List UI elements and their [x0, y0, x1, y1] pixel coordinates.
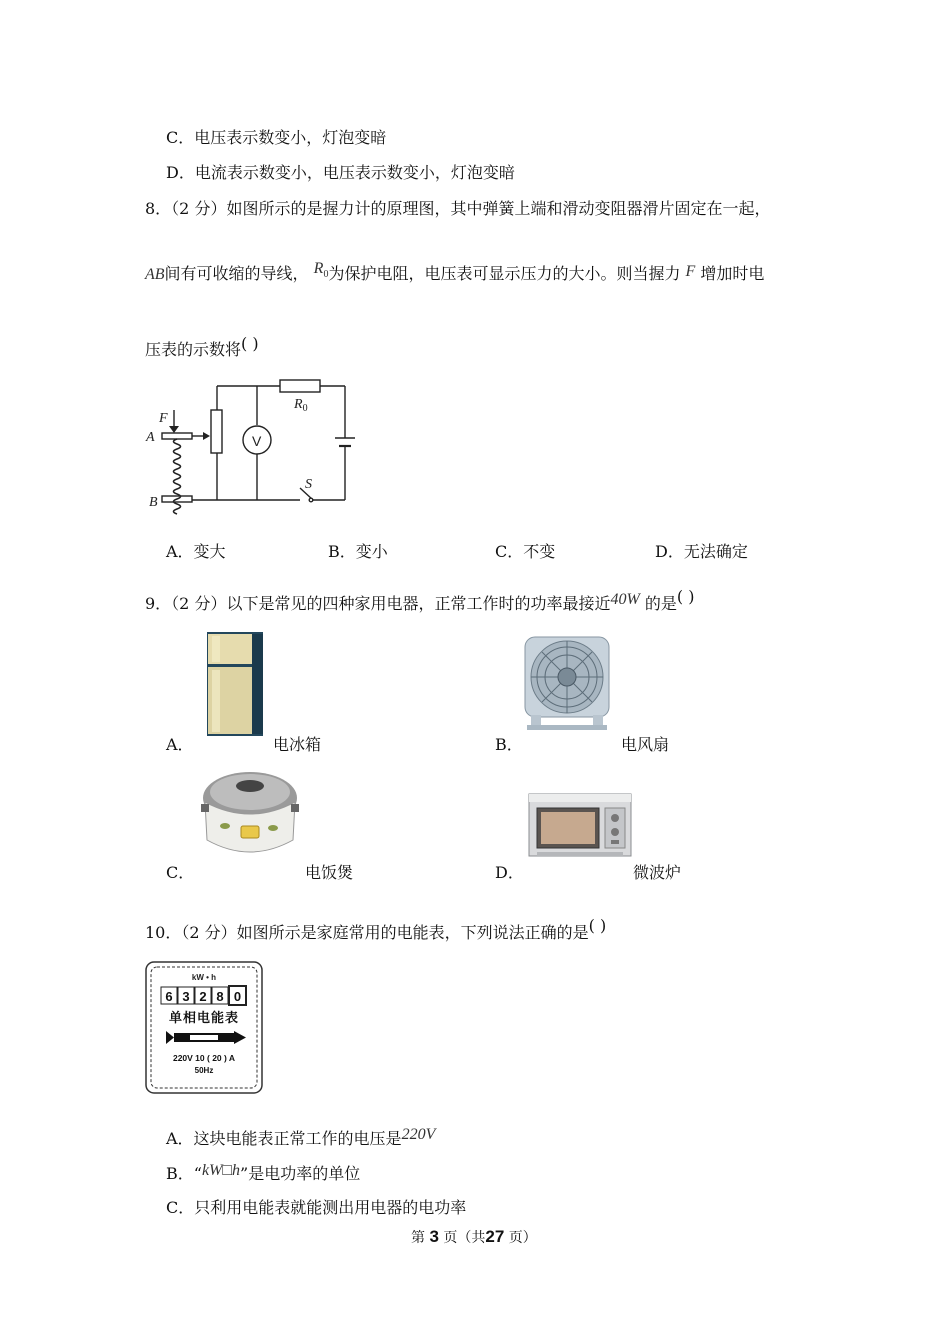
refrigerator-image [205, 630, 265, 738]
q8-option-c: C．不变 [495, 542, 556, 561]
meter-digit-1: 6 [165, 989, 173, 1004]
q8-answer-paren: ( ) [241, 334, 259, 353]
q8-stem-line3: 压表的示数将( ) [145, 334, 259, 359]
q8-math-f: F [685, 263, 696, 280]
energy-meter-image [144, 960, 264, 1095]
q10-stem: 10．（2 分）如图所示是家庭常用的电能表，下列说法正确的是( ) [145, 916, 607, 942]
q10-option-a: A．这块电能表正常工作的电压是220V [166, 1126, 436, 1148]
q8-math-ab: AB [145, 266, 165, 283]
q10-answer-paren: ( ) [588, 916, 607, 935]
q8-option-a: A．变大 [166, 542, 226, 561]
force-arrow-icon [169, 426, 179, 433]
meter-digit-3: 2 [199, 989, 207, 1004]
q9-math-40w: 40W [610, 591, 640, 608]
meter-frequency: 50Hz [194, 1066, 214, 1075]
label-a: A [146, 430, 155, 445]
q8-stem-line1: 8．（2 分）如图所示的是握力计的原理图，其中弹簧上端和滑动变阻器滑片固定在一起， [145, 199, 771, 218]
slider-arrow-icon [203, 432, 210, 440]
q8-math-r0: $R_0$ [313, 260, 329, 281]
grip-meter-circuit-diagram [140, 370, 370, 515]
label-s: S [305, 477, 312, 492]
label-f: F [159, 411, 168, 426]
meter-title: 单相电能表 [168, 1011, 240, 1026]
rice-cooker-image [195, 768, 305, 860]
meter-digit-5: 0 [233, 989, 242, 1004]
q9-option-d-letter: D． [495, 863, 524, 882]
q10-math-220v: 220V [401, 1126, 436, 1143]
q9-option-a-letter: A． [166, 735, 194, 754]
q10-math-kwh: kW□h [201, 1162, 241, 1179]
meter-unit: kW • h [191, 973, 217, 982]
q8-option-d: D．无法确定 [655, 542, 748, 561]
q10-option-c: C．只利用电能表就能测出用电器的电功率 [166, 1198, 467, 1217]
q8-stem-line2: AB间有可收缩的导线， $R_0$为保护电阻，电压表可显示压力的大小。则当握力 F 增加时电 [145, 260, 765, 283]
label-b: B [149, 495, 158, 510]
q8-option-b: B．变小 [328, 542, 388, 561]
q9-option-b-letter: B． [495, 735, 523, 754]
meter-spec: 220V 10 ( 20 ) A [172, 1053, 236, 1063]
q9-stem: 9．（2 分）以下是常见的四种家用电器，正常工作时的功率最接近40W 的是( ) [145, 587, 695, 613]
meter-digit-2: 3 [182, 989, 190, 1004]
microwave-image [527, 790, 633, 860]
q9-option-a-name: 电冰箱 [273, 735, 322, 754]
q10-option-b: B．“kW□h”是电功率的单位 [166, 1162, 361, 1183]
electric-fan-image [523, 635, 613, 732]
page-footer: 第 3 页（共27 页） [411, 1227, 537, 1246]
q9-option-d-name: 微波炉 [633, 863, 682, 882]
meter-digit-4: 8 [216, 989, 224, 1004]
q9-answer-paren: ( ) [676, 587, 695, 606]
q7-option-c: C．电压表示数变小，灯泡变暗 [166, 128, 387, 147]
page-number: 3 [429, 1227, 439, 1246]
page-total: 27 [485, 1227, 505, 1246]
q7-option-d: D．电流表示数变小，电压表示数变小，灯泡变暗 [166, 163, 515, 182]
q9-option-c-name: 电饭煲 [305, 863, 354, 882]
voltmeter-label: V [252, 433, 262, 449]
q9-option-c-letter: C． [166, 863, 195, 882]
q9-option-b-name: 电风扇 [621, 735, 670, 754]
label-r0: $R_0$ [294, 397, 308, 414]
